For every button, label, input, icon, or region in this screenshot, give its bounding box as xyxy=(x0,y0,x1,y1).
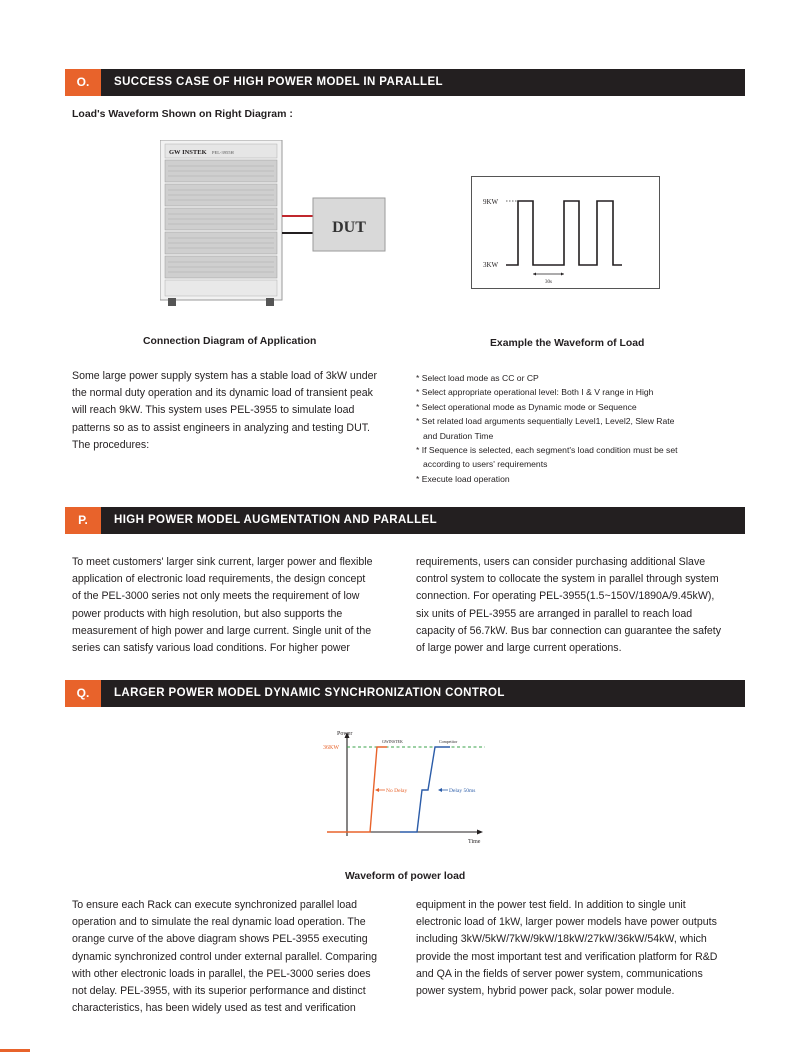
rack-brand: GW INSTEK xyxy=(169,149,207,156)
procedure-step: * Set related load arguments sequentially Level1, Level2, Slew Rate xyxy=(416,416,675,427)
caption-load-waveform: Example the Waveform of Load xyxy=(490,338,645,349)
chart-level-label: 36KW xyxy=(323,745,339,751)
rack-model: PEL-3955H xyxy=(212,150,234,155)
section-p-header xyxy=(65,507,745,534)
section-q-header xyxy=(65,680,745,707)
connection-diagram xyxy=(160,140,390,315)
procedure-step: * If Sequence is selected, each segment's load condition must be set xyxy=(416,445,678,456)
section-p-left-column: To meet customers' larger sink current, larger power and flexible application of electronic load requirements, the design concept of the PEL-3000 series not only meets the requirement of low power products with high resolution, but also supports the measurement of high power and large current. Single unit of the series can satisfy various load conditions. For higher power xyxy=(72,556,373,655)
waveform-period-label: 30s xyxy=(545,280,552,285)
procedure-step: and Duration Time xyxy=(423,430,494,441)
chart-y-label: Power xyxy=(337,731,353,737)
caption-power-load: Waveform of power load xyxy=(345,871,466,882)
procedure-step: * Select appropriate operational level: Both I & V range in High xyxy=(416,387,654,398)
dut-label: DUT xyxy=(332,219,366,236)
section-p-title: HIGH POWER MODEL AUGMENTATION AND PARALLEL xyxy=(114,514,438,526)
chart-annotation-no-delay: No Delay xyxy=(386,788,408,794)
chart-x-label: Time xyxy=(468,839,481,845)
chart-competitor-label: Competitor xyxy=(439,739,458,744)
procedure-steps xyxy=(416,371,678,486)
power-load-chart xyxy=(315,724,495,849)
section-o-header xyxy=(65,69,745,96)
section-o-subheading: Load's Waveform Shown on Right Diagram : xyxy=(72,108,293,120)
section-o-letter: O. xyxy=(65,69,101,96)
caption-connection-diagram: Connection Diagram of Application xyxy=(143,336,317,347)
procedure-step: * Select load mode as CC or CP xyxy=(416,373,539,383)
procedure-step: * Execute load operation xyxy=(416,473,510,484)
chart-annotation-delay: Delay 50ms xyxy=(449,788,476,794)
procedure-step: * Select operational mode as Dynamic mode or Sequence xyxy=(416,401,637,412)
chart-gwinstek-label: GWINSTEK xyxy=(382,739,403,744)
section-p-right-column: requirements, users can consider purchasing additional Slave control system to collocate the system in parallel through system connection. For operating PEL-3955(1.5~150V/1890A/9.45kW), six units of PEL-3955 are arranged in parallel to reach load capacity of 56.7kW. Bus bar connection can guarantee the safety of large power and large current operations. xyxy=(416,556,722,655)
waveform-high-label: 9KW xyxy=(483,198,499,206)
section-p-letter: P. xyxy=(65,507,101,534)
waveform-low-label: 3KW xyxy=(483,261,499,269)
procedure-step: according to users' requirements xyxy=(423,459,548,470)
section-o-intro: Some large power supply system has a stable load of 3kW under the normal duty operation and its dynamic load of transient peak will reach 9kW. This system uses PEL-3955 to simulate load patterns so as to assist engineers in analyzing and testing DUT. The procedures: xyxy=(72,370,378,451)
section-o-title: SUCCESS CASE OF HIGH POWER MODEL IN PARALLEL xyxy=(114,76,443,88)
section-q-title: LARGER POWER MODEL DYNAMIC SYNCHRONIZATION CONTROL xyxy=(114,687,505,699)
section-q-letter: Q. xyxy=(65,680,101,707)
chart-series-competitor xyxy=(400,747,450,832)
load-waveform-diagram xyxy=(471,176,661,290)
section-q-right-column: equipment in the power test field. In addition to single unit electronic load of 1kW, larger power models have power outputs including 3kW/5kW/7kW/9kW/18kW/27kW/36kW/54kW, which provide the most important test and verification platform for R&D and QA in the fields of server power system, communications power system, hybrid power pack, solar power module. xyxy=(416,899,718,998)
section-q-left-column: To ensure each Rack can execute synchronized parallel load operation and to simulate the real dynamic load operation. The orange curve of the above diagram shows PEL-3955 executing dynamic synchronized control under external parallel. Comparing with other electronic loads in parallel, the PEL-3000 series does not delay. PEL-3955, with its superior performance and distinct characteristics, has been widely used as test and verification xyxy=(72,899,378,1015)
